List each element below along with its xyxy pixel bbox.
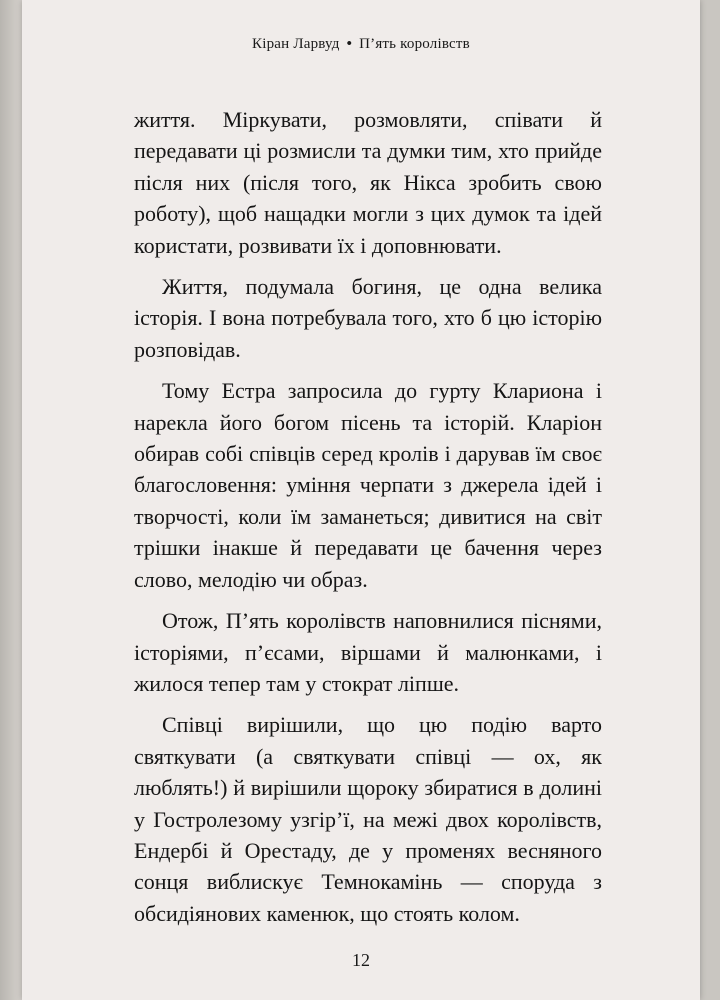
paragraph: Отож, П’ять королівств наповнилися піснями, історіями, п’єсами, віршами й малюнками, і жилося тепер там у стократ ліпше.	[134, 608, 602, 696]
body-text	[134, 104, 602, 939]
paragraph: Тому Естра запросила до гурту Клариона і нарекла його богом пісень та історій. Кларіон обирав собі співців серед кролів і дарував їм своє благословення: уміння черпати з джерела ідей і творчості, коли їм заманеться; дивитися на світ трішки інакше й передавати це бачення через слово, мелодію чи образ.	[134, 378, 602, 592]
header-author: Кіран Ларвуд	[252, 36, 340, 52]
header-separator: •	[346, 36, 353, 52]
page-number: 12	[352, 950, 370, 970]
book-page	[22, 0, 700, 1000]
paragraph: Життя, подумала богиня, це одна велика історія. І вона потребувала того, хто б цю історію розповідав.	[134, 274, 602, 362]
header-book-title: П’ять королівств	[359, 36, 470, 52]
paragraph: Співці вирішили, що цю подію варто святкувати (а святкувати співці — ох, як люблять!) й вирішили щороку збиратися в долині у Гостролезому узгір’ї, на межі двох королівств, Ендербі й Орестаду, де у променях весняного сонця виблискує Темнокамінь — споруда з обсидіянових каменюк, що стоять колом.	[134, 712, 602, 926]
book-spine-shadow	[0, 0, 22, 1000]
paragraph: життя. Міркувати, розмовляти, співати й передавати ці розмисли та думки тим, хто прийде після них (після того, як Нікса зробить свою роботу), щоб нащадки могли з цих думок та ідей користати, розвивати їх і доповнювати.	[134, 107, 602, 258]
running-header	[22, 36, 700, 53]
